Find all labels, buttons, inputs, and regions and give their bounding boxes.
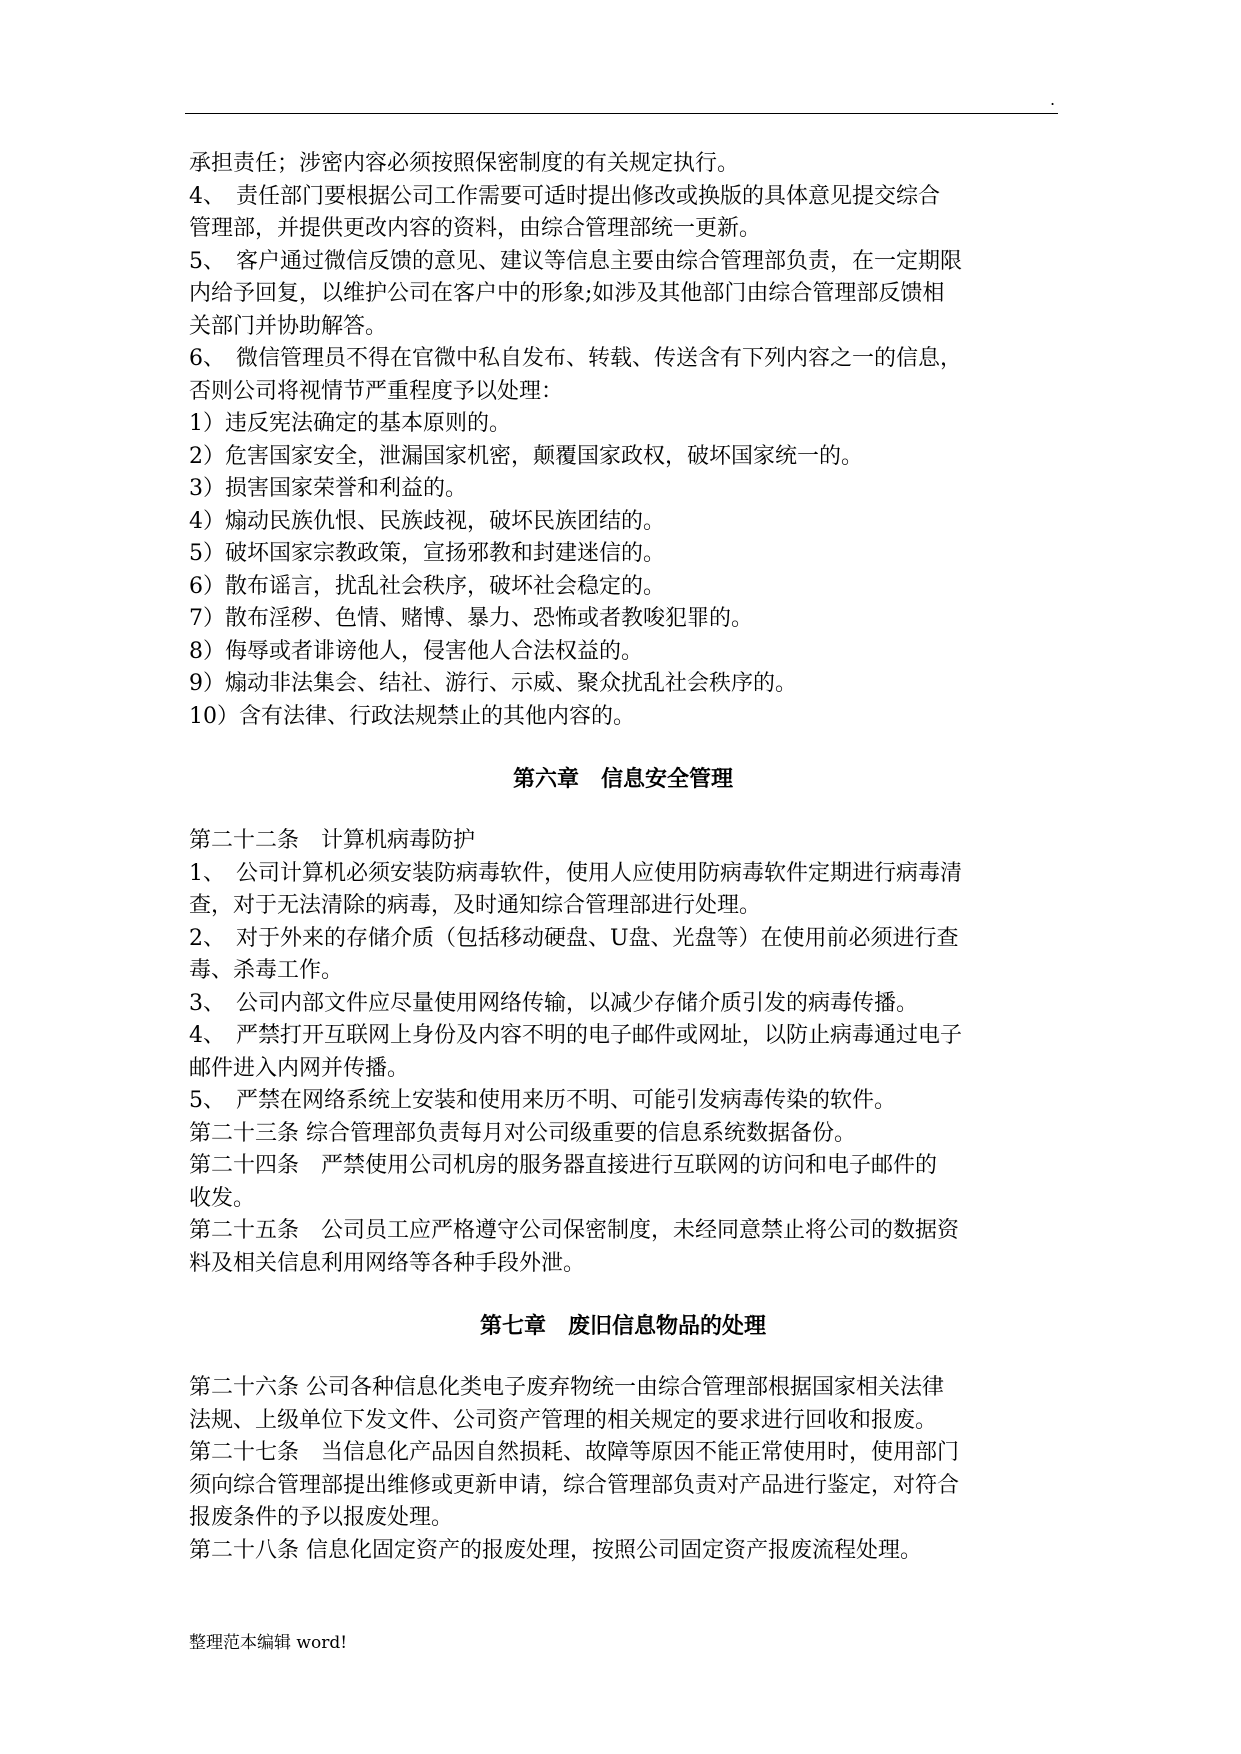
text-line: 须向综合管理部提出维修或更新申请，综合管理部负责对产品进行鉴定，对符合 [189,1472,960,1498]
section-continuation [189,148,1057,733]
spacer [189,733,1057,763]
footer-note: 整理范本编辑 word! [189,1633,348,1653]
text-line: 5）破坏国家宗教政策，宣扬邪教和封建迷信的。 [189,541,665,566]
text-line: 第二十四条 严禁使用公司机房的服务器直接进行互联网的访问和电子邮件的 [189,1153,938,1178]
text-line: 7）散布淫秽、色情、赌博、暴力、恐怖或者教唆犯罪的。 [189,606,753,631]
text-line: 否则公司将视情节严重程度予以处理： [189,378,564,404]
text-line: 第二十七条 当信息化产品因自然损耗、故障等原因不能正常使用时，使用部门 [189,1440,960,1465]
text-line: 邮件进入内网并传播。 [189,1055,410,1081]
text-line: 9）煽动非法集会、结社、游行、示威、聚众扰乱社会秩序的。 [189,671,797,696]
text-line: 收发。 [189,1185,256,1211]
header-rule [185,113,1058,114]
text-line: 6、 微信管理员不得在官微中私自发布、转载、传送含有下列内容之一的信息， [189,346,962,371]
text-line: 第二十五条 公司员工应严格遵守公司保密制度，未经同意禁止将公司的数据资 [189,1218,960,1243]
text-line: 查，对于无法清除的病毒，及时通知综合管理部进行处理。 [189,893,762,918]
text-line: 内给予回复，以维护公司在客户中的形象;如涉及其他部门由综合管理部反馈相 [189,281,945,306]
spacer [189,795,1057,825]
text-line: 1、 公司计算机必须安装防病毒软件，使用人应使用防病毒软件定期进行病毒清 [189,860,962,886]
text-line: 5、 客户通过微信反馈的意见、建议等信息主要由综合管理部负责，在一定期限 [189,248,962,274]
text-line: 法规、上级单位下发文件、公司资产管理的相关规定的要求进行回收和报废。 [189,1407,938,1433]
spacer [189,1280,1057,1310]
header-mark: . [1050,90,1056,109]
chapter-7-title: 第七章 废旧信息物品的处理 [479,1313,766,1339]
text-line: 6）散布谣言，扰乱社会秩序，破坏社会稳定的。 [189,573,665,599]
text-line: 3、 公司内部文件应尽量使用网络传输，以减少存储介质引发的病毒传播。 [189,990,918,1016]
spacer [189,1342,1057,1372]
text-line: 2、 对于外来的存储介质（包括移动硬盘、U盘、光盘等）在使用前必须进行查 [189,925,959,951]
document-body [189,148,1057,1567]
text-line: 2）危害国家安全，泄漏国家机密，颠覆国家政权，破坏国家统一的。 [189,443,863,469]
text-line: 关部门并协助解答。 [189,313,388,339]
text-line: 毒、杀毒工作。 [189,958,344,983]
text-line: 第二十六条 公司各种信息化类电子废弃物统一由综合管理部根据国家相关法律 [189,1375,944,1400]
text-line: 5、 严禁在网络系统上安装和使用来历不明、可能引发病毒传染的软件。 [189,1088,896,1113]
text-line: 10）含有法律、行政法规禁止的其他内容的。 [189,703,635,729]
text-line: 3）损害国家荣誉和利益的。 [189,476,467,501]
text-line: 第二十三条 综合管理部负责每月对公司级重要的信息系统数据备份。 [189,1120,856,1146]
text-line: 4）煽动民族仇恨、民族歧视，破坏民族团结的。 [189,508,665,534]
text-line: 报废条件的予以报废处理。 [189,1505,454,1530]
text-line: 1）违反宪法确定的基本原则的。 [189,411,511,436]
chapter-6-body [189,825,1057,1280]
text-line: 管理部，并提供更改内容的资料，由综合管理部统一更新。 [189,216,762,241]
text-line: 8）侮辱或者诽谤他人，侵害他人合法权益的。 [189,638,643,664]
text-line: 第二十二条 计算机病毒防护 [189,828,476,853]
chapter-7-body [189,1372,1057,1567]
chapter-6-title: 第六章 信息安全管理 [512,766,733,792]
text-line: 第二十八条 信息化固定资产的报废处理，按照公司固定资产报废流程处理。 [189,1537,922,1563]
text-line: 4、 责任部门要根据公司工作需要可适时提出修改或换版的具体意见提交综合 [189,183,940,209]
text-line: 承担责任；涉密内容必须按照保密制度的有关规定执行。 [189,151,740,176]
text-line: 4、 严禁打开互联网上身份及内容不明的电子邮件或网址，以防止病毒通过电子 [189,1023,962,1048]
text-line: 料及相关信息利用网络等各种手段外泄。 [189,1250,586,1276]
